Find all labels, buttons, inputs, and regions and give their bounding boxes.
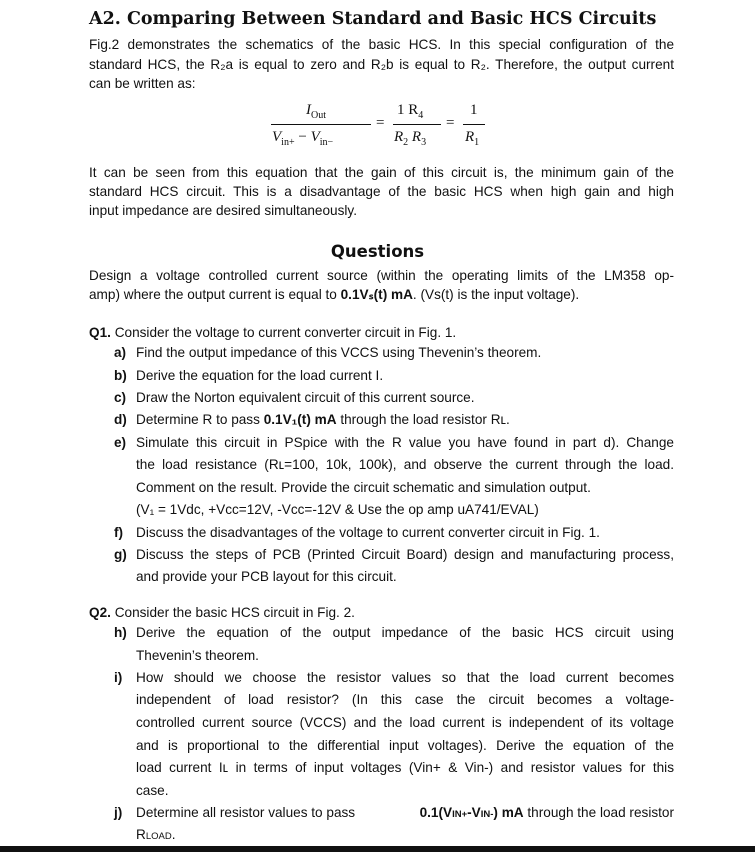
q1-item-e: e) bbox=[114, 435, 127, 450]
questions-heading: Questions bbox=[330, 242, 425, 261]
q2-item-i-line-6: case. bbox=[136, 783, 169, 798]
eq-fraction-bar-mid bbox=[393, 124, 441, 125]
q1-item-c: c) Draw the Norton equivalent circuit of this current source. bbox=[114, 390, 475, 405]
design-line-1: Design a voltage controlled current source (within the operating limits of the LM358 op- bbox=[89, 268, 674, 283]
q2-title: Q2. Consider the basic HCS circuit in Fig. 2. bbox=[89, 605, 355, 620]
q2-item-j-line-2: RLOAD. bbox=[136, 827, 176, 842]
q2-item-h: h) bbox=[114, 625, 127, 640]
q1-title: Q1. Consider the voltage to current converter circuit in Fig. 1. bbox=[89, 325, 457, 340]
q1-item-e-line-3: Comment on the result. Provide the circuit schematic and simulation output. bbox=[136, 480, 591, 495]
q2-item-i-line-1: How should we choose the resistor values so that the load current becomes bbox=[136, 670, 674, 685]
after-line-1: It can be seen from this equation that the gain of this circuit is, the minimum gain of the bbox=[89, 165, 674, 180]
q1-item-e-line-1: Simulate this circuit in PSpice with the R value you have found in part d). Change bbox=[136, 435, 674, 450]
q2-item-j-line-1 bbox=[136, 805, 674, 820]
bottom-edge-rule bbox=[0, 846, 755, 852]
eq-den-right: $R_1$ bbox=[465, 129, 480, 148]
design-line-2: amp) where the output current is equal to 0.1Vₛ(t) mA. (Vs(t) is the input voltage). bbox=[89, 287, 580, 302]
q2-item-j-line-1-expr: 0.1(VIN+-VIN-) mA through the load resistor bbox=[419, 805, 674, 820]
q1-item-g-line-1: Discuss the steps of PCB (Printed Circuit Board) design and manufacturing process, bbox=[136, 547, 674, 562]
q1-item-g-line-2: and provide your PCB layout for this circuit. bbox=[136, 569, 397, 584]
q1-item-a: a) Find the output impedance of this VCCS using Thevenin’s theorem. bbox=[114, 345, 542, 360]
q1-item-e-line-2: the load resistance (Rʟ=100, 10k, 100k), and observe the current through the load. bbox=[136, 457, 674, 472]
eq-den-left: $V_{in+} - V_{in-}$ bbox=[272, 129, 334, 148]
eq-num-mid: 1 $R_4$ bbox=[397, 102, 424, 121]
eq-fraction-bar-left bbox=[271, 124, 371, 125]
eq-equals-2: = bbox=[446, 115, 455, 131]
q2-item-i-line-3: controlled current source (VCCS) and the load current is independent of its voltage bbox=[136, 715, 674, 730]
q1-item-e-line-4: (V₁ = 1Vdc, +Vcc=12V, -Vcc=-12V & Use the op amp uA741/EVAL) bbox=[136, 502, 539, 517]
q1-item-b: b) Derive the equation for the load current I. bbox=[114, 368, 384, 383]
intro-line-3: can be written as: bbox=[89, 76, 196, 91]
q2-item-h-line-2: Thevenin’s theorem. bbox=[136, 648, 259, 663]
q1-item-f: f) Discuss the disadvantages of the voltage to current converter circuit in Fig. 1. bbox=[114, 525, 600, 540]
q2-item-j-line-1-lead: Determine all resistor values to pass bbox=[136, 805, 356, 820]
q2-item-j: j) bbox=[114, 805, 123, 820]
intro-line-2: standard HCS, the R₂a is equal to zero and R₂b is equal to R₂. Therefore, the output current bbox=[89, 57, 674, 72]
q1-item-d: d) Determine R to pass 0.1V₁(t) mA through the load resistor Rʟ. bbox=[114, 412, 510, 427]
q2-item-i: i) bbox=[114, 670, 123, 685]
eq-fraction-bar-right bbox=[463, 124, 485, 125]
section-title: A2. Comparing Between Standard and Basic HCS Circuits bbox=[89, 9, 657, 29]
q2-item-h-line-1: Derive the equation of the output impedance of the basic HCS circuit using bbox=[136, 625, 674, 640]
eq-den-mid: $R_2$ $R_3$ bbox=[394, 129, 427, 148]
after-line-3: input impedance are desired simultaneously. bbox=[89, 203, 357, 218]
q2-item-i-line-5: load current Iʟ in terms of input voltages (Vin+ & Vin-) and resistor values for this bbox=[136, 760, 674, 775]
eq-num-right: 1 bbox=[470, 102, 478, 118]
eq-num-left: $I_{Out}$ bbox=[306, 102, 326, 121]
eq-equals-1: = bbox=[376, 115, 385, 131]
q1-item-g: g) bbox=[114, 547, 127, 562]
intro-line-1: Fig.2 demonstrates the schematics of the basic HCS. In this special configuration of the bbox=[89, 37, 674, 52]
q2-item-i-line-4: and is proportional to the differential input voltages). Derive the equation of the bbox=[136, 738, 674, 753]
after-line-2: standard HCS circuit. This is a disadvantage of the basic HCS when high gain and high bbox=[89, 184, 674, 199]
q2-item-i-line-2: independent of load resistor? (In this case the circuit becomes a voltage- bbox=[136, 692, 674, 707]
